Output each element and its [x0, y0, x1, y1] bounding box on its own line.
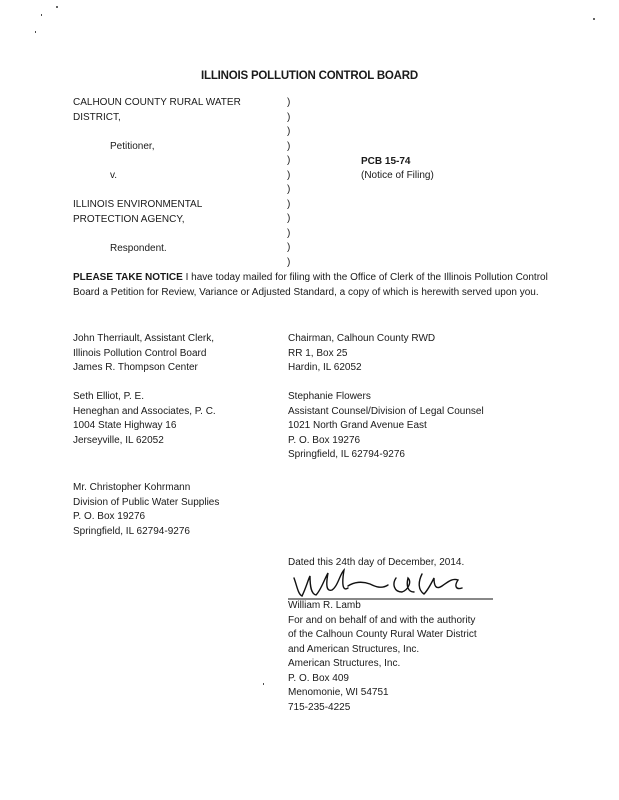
scan-speck [41, 14, 42, 16]
scan-speck [35, 31, 36, 33]
signature-stroke [294, 570, 462, 596]
filing-type: (Notice of Filing) [361, 170, 434, 181]
notice-body: I have today mailed for filing with the Office of Clerk of the Illinois Pollution Control Board a Petition for Review, Variance or Adjusted Standard, a copy of which is herewith served upon you. [73, 272, 548, 298]
petitioner-label: Petitioner, [110, 141, 155, 152]
service-addressee-engineer: Seth Elliot, P. E. Heneghan and Associates, P. C. 1004 State Highway 16 Jerseyville, IL 62052 [73, 391, 216, 446]
scan-speck [263, 683, 264, 685]
notice-lead: PLEASE TAKE NOTICE [73, 272, 183, 283]
dated-line: Dated this 24th day of December, 2014. [288, 557, 465, 568]
service-addressee-water-supplies: Mr. Christopher Kohrmann Division of Public Water Supplies P. O. Box 19276 Springfield, IL 62794-9276 [73, 482, 220, 537]
scan-speck [593, 18, 595, 20]
notice-paragraph [73, 271, 553, 300]
signatory-details: William R. Lamb For and on behalf of and with the authority of the Calhoun County Rural Water District and American Structures, Inc. American Structures, Inc. P. O. Box 409 Menomonie, WI 54751 715-235-4225 [288, 600, 477, 713]
service-addressee-chairman: Chairman, Calhoun County RWD RR 1, Box 25 Hardin, IL 62052 [288, 333, 436, 373]
service-addressee-counsel: Stephanie Flowers Assistant Counsel/Division of Legal Counsel 1021 North Grand Avenue East P. O. Box 19276 Springfield, IL 62794-9276 [288, 391, 484, 460]
versus: v. [110, 170, 118, 181]
case-number: PCB 15-74 [361, 156, 411, 167]
service-addressee-clerk: John Therriault, Assistant Clerk, Illinois Pollution Control Board James R. Thompson Center [73, 333, 214, 373]
page-title: ILLINOIS POLLUTION CONTROL BOARD [201, 70, 418, 82]
caption-parentheses: ) ) ) ) ) ) ) ) ) ) ) ) [287, 97, 291, 268]
scan-speck [56, 6, 58, 8]
petitioner-name: CALHOUN COUNTY RURAL WATER DISTRICT, [73, 97, 241, 123]
respondent-label: Respondent. [110, 243, 167, 254]
respondent-name: ILLINOIS ENVIRONMENTAL PROTECTION AGENCY, [73, 199, 203, 225]
